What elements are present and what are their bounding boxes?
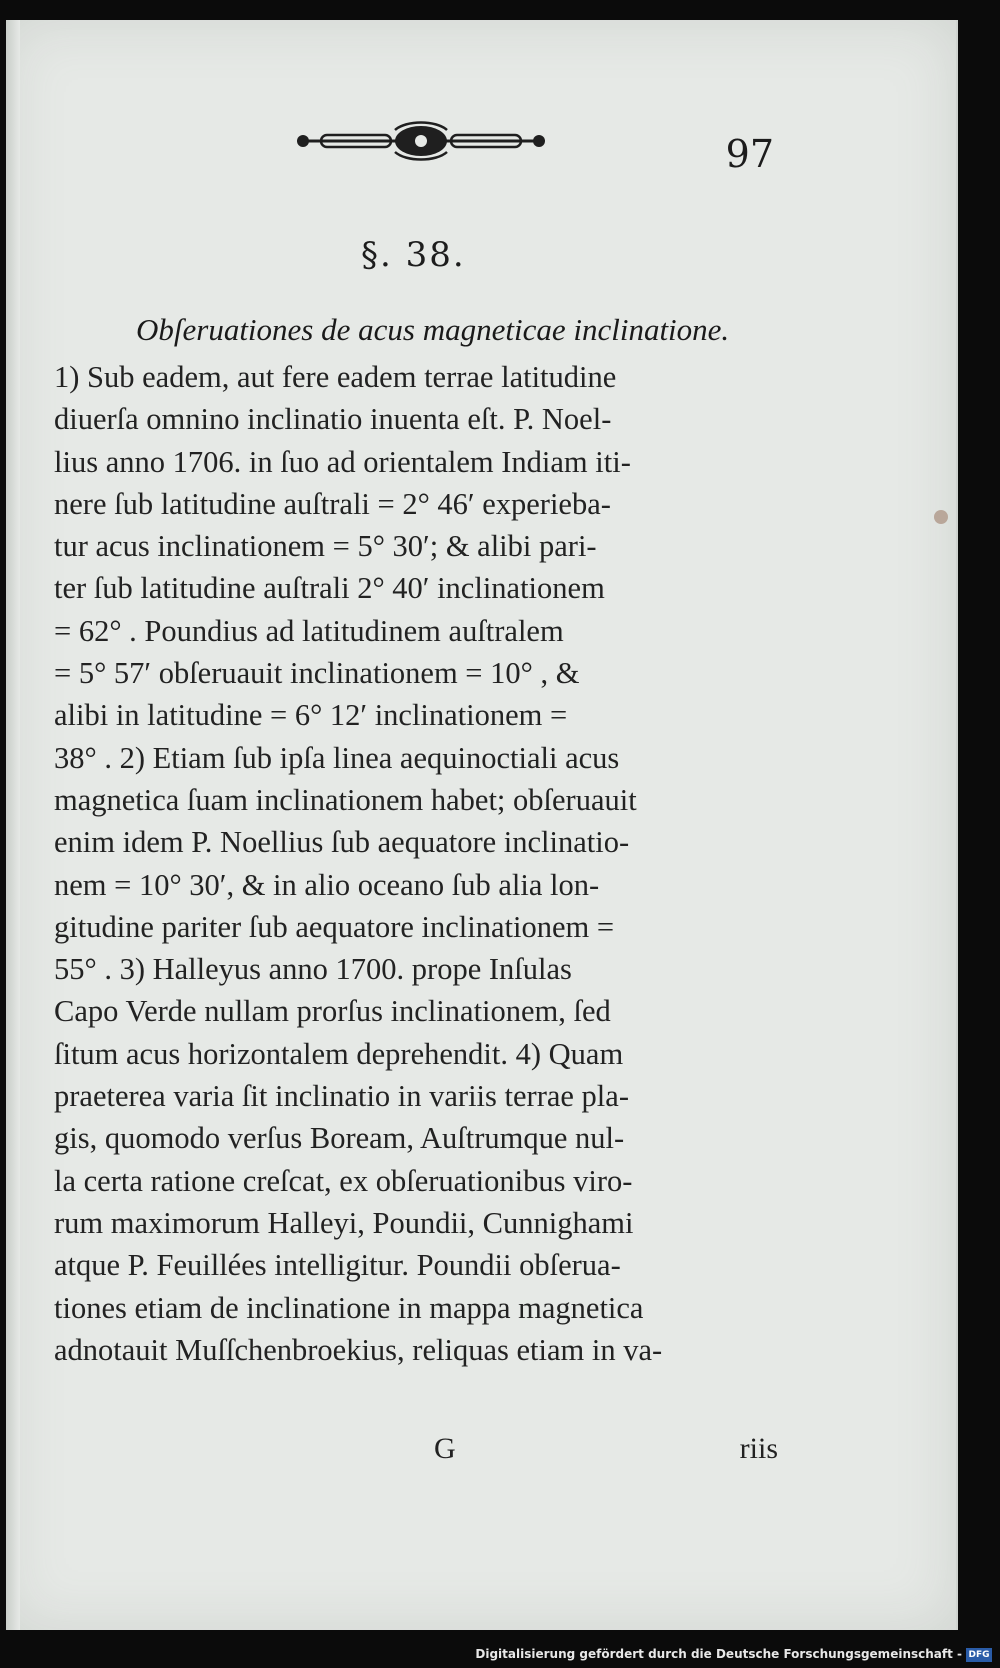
- text-line: gis, quomodo verſus Boream, Auſtrumque nul-: [54, 1121, 625, 1156]
- text-line: rum maximorum Halleyi, Poundii, Cunnighami: [54, 1205, 634, 1240]
- ornament-icon: [291, 120, 551, 162]
- text-line: diuerſa omnino inclinatio inuenta eſt. P. Noel-: [54, 402, 612, 437]
- section-subtitle: Obſeruationes de acus magneticae inclinatione.: [136, 312, 730, 347]
- text-line: alibi in latitudine = 6° 12′ inclinationem =: [54, 698, 568, 733]
- text-line: = 5° 57′ obſeruauit inclinationem = 10° , &: [54, 656, 580, 691]
- book-page: [6, 20, 958, 1630]
- text-line: atque P. Feuillées intelligitur. Poundii obſerua-: [54, 1248, 621, 1283]
- text-line: ſitum acus horizontalem deprehendit. 4) Quam: [54, 1036, 624, 1071]
- text-line: tiones etiam de inclinatione in mappa magnetica: [54, 1290, 644, 1325]
- text-line: Capo Verde nullam prorſus inclinationem, ſed: [54, 994, 611, 1029]
- text-line: tur acus inclinationem = 5° 30′; & alibi pari-: [54, 529, 597, 564]
- text-line: 1) Sub eadem, aut fere eadem terrae latitudine: [54, 360, 617, 394]
- dfg-logo-icon: DFG: [966, 1648, 992, 1662]
- text-line: nere ſub latitudine auſtrali = 2° 46′ experieba-: [54, 486, 611, 521]
- signature-mark: G: [434, 1432, 456, 1465]
- text-line: ter ſub latitudine auſtrali 2° 40′ inclinationem: [54, 571, 605, 606]
- section-heading: §. 38.: [361, 235, 466, 275]
- page-number: 97: [725, 132, 774, 176]
- text-line: praeterea varia ſit inclinatio in variis terrae pla-: [54, 1079, 629, 1114]
- text-line: magnetica ſuam inclinationem habet; obſeruauit: [54, 782, 637, 817]
- text-line: la certa ratione creſcat, ex obſeruationibus viro-: [54, 1163, 633, 1198]
- catchword: riis: [739, 1432, 778, 1465]
- footer-credit: Digitalisierung gefördert durch die Deutsche Forschungsgemeinschaft -: [475, 1647, 962, 1661]
- footer-bar: [0, 1638, 1000, 1668]
- text-line: adnotauit Muſſchenbroekius, reliquas etiam in va-: [54, 1332, 663, 1367]
- text-line: lius anno 1706. in ſuo ad orientalem Indiam iti-: [54, 444, 631, 479]
- text-line: gitudine pariter ſub aequatore inclinationem =: [54, 909, 615, 944]
- signature-line: [54, 1432, 778, 1476]
- text-line: enim idem P. Noellius ſub aequatore inclinatio-: [54, 825, 630, 860]
- text-line: nem = 10° 30′, & in alio oceano ſub alia lon-: [54, 867, 600, 902]
- text-line: 55° . 3) Halleyus anno 1700. prope Inſulas: [54, 952, 572, 987]
- body-text: [54, 356, 778, 1371]
- text-line: 38° . 2) Etiam ſub ipſa linea aequinoctiali acus: [54, 740, 620, 775]
- text-line: = 62° . Poundius ad latitudinem auſtralem: [54, 613, 564, 648]
- paper-spot: [934, 510, 948, 524]
